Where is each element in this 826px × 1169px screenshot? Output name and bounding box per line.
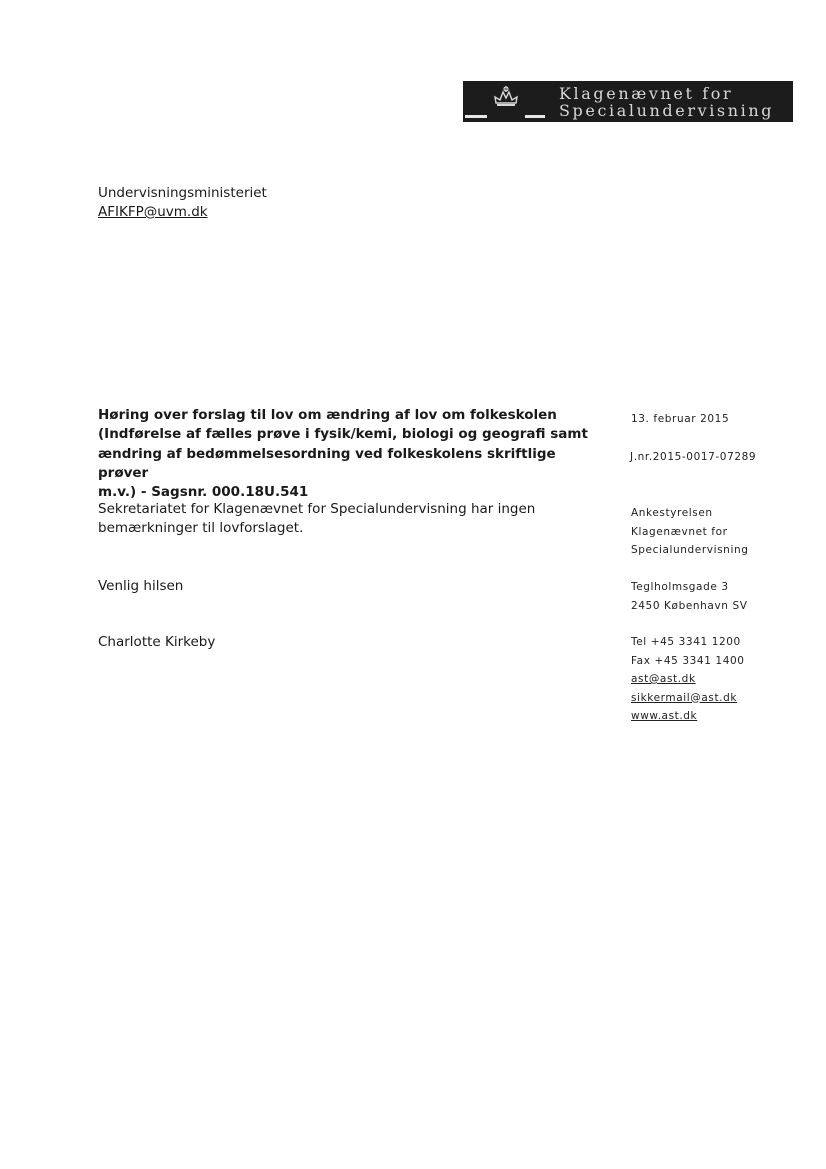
sender-organization <box>631 504 748 560</box>
subject-line: Høring over forslag til lov om ændring af lov om folkeskolen <box>98 407 557 423</box>
subject-heading <box>98 406 608 502</box>
header-logo <box>463 81 793 122</box>
logo-line-2: Specialundervisning <box>559 101 775 120</box>
org-line: Klagenævnet for <box>631 525 728 538</box>
sender-contact <box>631 633 745 726</box>
body-line: Sekretariatet for Klagenævnet for Specialundervisning har ingen <box>98 501 536 517</box>
subject-line: m.v.) - Sagsnr. 000.18U.541 <box>98 484 309 501</box>
website-link[interactable]: www.ast.dk <box>631 710 698 722</box>
letter-date: 13. februar 2015 <box>631 413 730 425</box>
org-line: Specialundervisning <box>631 544 749 556</box>
phone-number: Tel +45 3341 1200 <box>631 636 741 648</box>
logo-line-1: Klagenævnet for <box>559 84 734 103</box>
org-line: Ankestyrelsen <box>631 507 713 519</box>
subject-line: ændring af bedømmelsesordning ved folkeskolens skriftlige prøver <box>98 445 556 481</box>
recipient-block <box>98 184 267 222</box>
subject-line: (Indførelse af fælles prøve i fysik/kemi, biologi og geografi samt <box>98 426 588 443</box>
address-street: Teglholmsgade 3 <box>631 581 729 593</box>
address-city: 2450 København SV <box>631 599 748 612</box>
logo-text <box>559 85 774 119</box>
secure-email-link[interactable]: sikkermail@ast.dk <box>631 691 738 704</box>
logo-stripe <box>465 115 487 118</box>
logo-stripe <box>525 115 545 118</box>
signature-name: Charlotte Kirkeby <box>98 634 216 650</box>
body-line: bemærkninger til lovforslaget. <box>98 520 304 536</box>
recipient-email-link[interactable]: AFIKFP@uvm.dk <box>98 204 208 220</box>
recipient-name: Undervisningsministeriet <box>98 185 267 201</box>
journal-number: J.nr.2015-0017-07289 <box>630 451 757 463</box>
body-paragraph <box>98 500 578 538</box>
closing-greeting: Venlig hilsen <box>98 578 184 594</box>
sender-address <box>631 578 748 615</box>
contact-email-link[interactable]: ast@ast.dk <box>631 673 696 685</box>
crown-icon <box>493 85 519 107</box>
fax-number: Fax +45 3341 1400 <box>631 654 745 667</box>
